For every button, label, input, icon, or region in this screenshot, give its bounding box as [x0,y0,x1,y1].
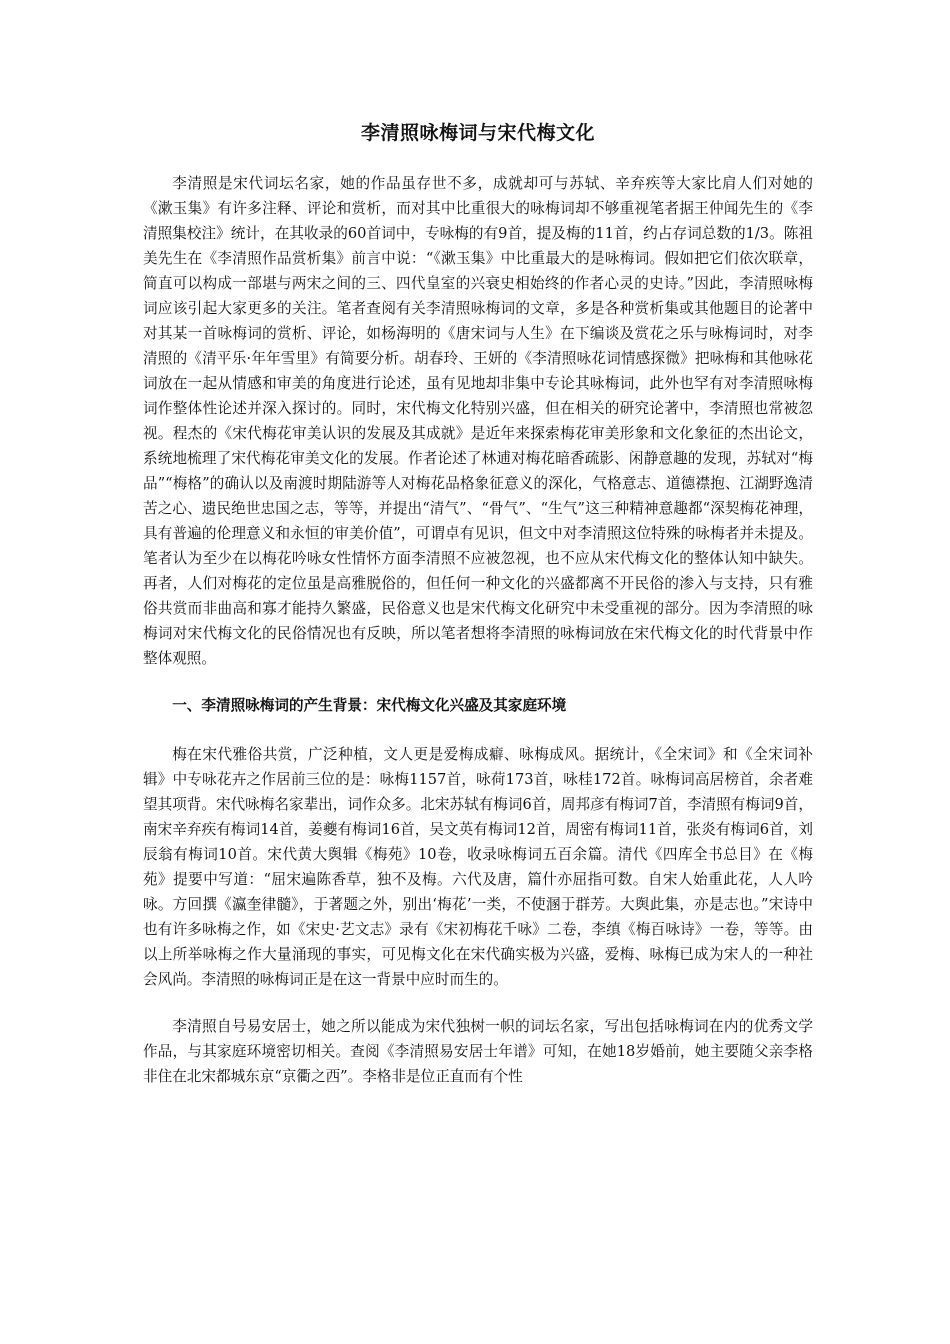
intro-paragraph: 李清照是宋代词坛名家，她的作品虽存世不多，成就却可与苏轼、辛弃疾等大家比肩人们对她的《漱玉集》有许多注释、评论和赏析，而对其中比重很大的咏梅词却不够重视笔者据王仲闻先生的《李清照集校注》统计，在其收录的60首词中，专咏梅的有9首，提及梅的11首，约占存词总数的1/3。陈祖美先生在《李清照作品赏析集》前言中说：“《漱玉集》中比重最大的是咏梅词。假如把它们依次联章，简直可以构成一部堪与两宋之间的三、四代皇室的兴衰史相始终的作者心灵的史诗。”因此，李清照咏梅词应该引起大家更多的关注。笔者查阅有关李清照咏梅词的文章，多是各种赏析集或其他题目的论著中对其某一首咏梅词的赏析、评论，如杨海明的《唐宋词与人生》在下编谈及赏花之乐与咏梅词时，对李清照的《清平乐·年年雪里》有简要分析。胡春玲、王妍的《李清照咏花词情感探微》把咏梅和其他咏花词放在一起从情感和审美的角度进行论述，虽有见地却非集中专论其咏梅词，此外也罕有对李清照咏梅词作整体性论述并深入探讨的。同时，宋代梅文化特别兴盛，但在相关的研究论著中，李清照也常被忽视。程杰的《宋代梅花审美认识的发展及其成就》是近年来探索梅花审美形象和文化象征的杰出论文，系统地梳理了宋代梅花审美文化的发展。作者论述了林逋对梅花暗香疏影、闲静意趣的发现，苏轼对“梅品”“梅格”的确认以及南渡时期陆游等人对梅花品格象征意义的深化，气格意志、道德襟抱、江湖野逸清苦之心、遗民绝世忠国之志，等等，并提出“清气”、“骨气”、“生气”这三种精神意趣都“深契梅花神理，具有普遍的伦理意义和永恒的审美价值”，可谓卓有见识，但文中对李清照这位特殊的咏梅者并未提及。笔者认为至少在以梅花吟咏女性情怀方面李清照不应被忽视，也不应从宋代梅文化的整体认知中缺失。再者，人们对梅花的定位虽是高雅脱俗的，但任何一种文化的兴盛都离不开民俗的渗入与支持，只有雅俗共赏而非曲高和寡才能持久繁盛，民俗意义也是宋代梅文化研究中未受重视的部分。因为李清照的咏梅词对宋代梅文化的民俗情况也有反映，所以笔者想将李清照的咏梅词放在宋代梅文化的时代背景中作整体观照。 [143,175,813,667]
section-heading: 一、李清照咏梅词的产生背景：宋代梅文化兴盛及其家庭环境 [172,697,567,714]
paragraph-spacer [143,992,813,1014]
section-paragraph-2: 李清照自号易安居士，她之所以能成为宋代独树一帜的词坛名家，写出包括咏梅词在内的优秀文学作品，与其家庭环境密切相关。查阅《李清照易安居士年谱》可知，在她18岁婚前，她主要随父亲李格非住在北宋都城东京“京衢之西”。李格非是位正直而有个性 [143,1018,813,1085]
section-paragraph-1: 梅在宋代雅俗共赏，广泛种植，文人更是爱梅成癖、咏梅成风。据统计，《全宋词》和《全宋词补辑》中专咏花卉之作居前三位的是：咏梅1157首，咏荷173首，咏桂172首。咏梅词高居榜首，余者难望其项背。宋代咏梅名家辈出，词作众多。北宋苏轼有梅词6首，周邦彦有梅词7首，李清照有梅词9首，南宋辛弃疾有梅词14首，姜夔有梅词16首，吴文英有梅词12首，周密有梅词11首，张炎有梅词6首，刘辰翁有梅词10首。宋代黄大舆辑《梅苑》10卷，收录咏梅词五百余篇。清代《四库全书总目》在《梅苑》提要中写道：“屈宋遍陈香草，独不及梅。六代及唐，篇什亦屈指可数。自宋人始重此花，人人吟咏。方回撰《瀛奎律髓》，于著题之外，别出‘梅花’一类，不使溷于群芳。大舆此集，亦是志也。”宋诗中也有许多咏梅之作，如《宋史·艺文志》录有《宋初梅花千咏》二卷，李缜《梅百咏诗》一卷，等等。由以上所举咏梅之作大量涌现的事实，可见梅文化在宋代确实极为兴盛，爱梅、咏梅已成为宋人的一种社会风尚。李清照的咏梅词正是在这一背景中应时而生的。 [143,746,813,988]
document-page [143,118,813,1089]
document-title: 李清照咏梅词与宋代梅文化 [360,122,595,144]
